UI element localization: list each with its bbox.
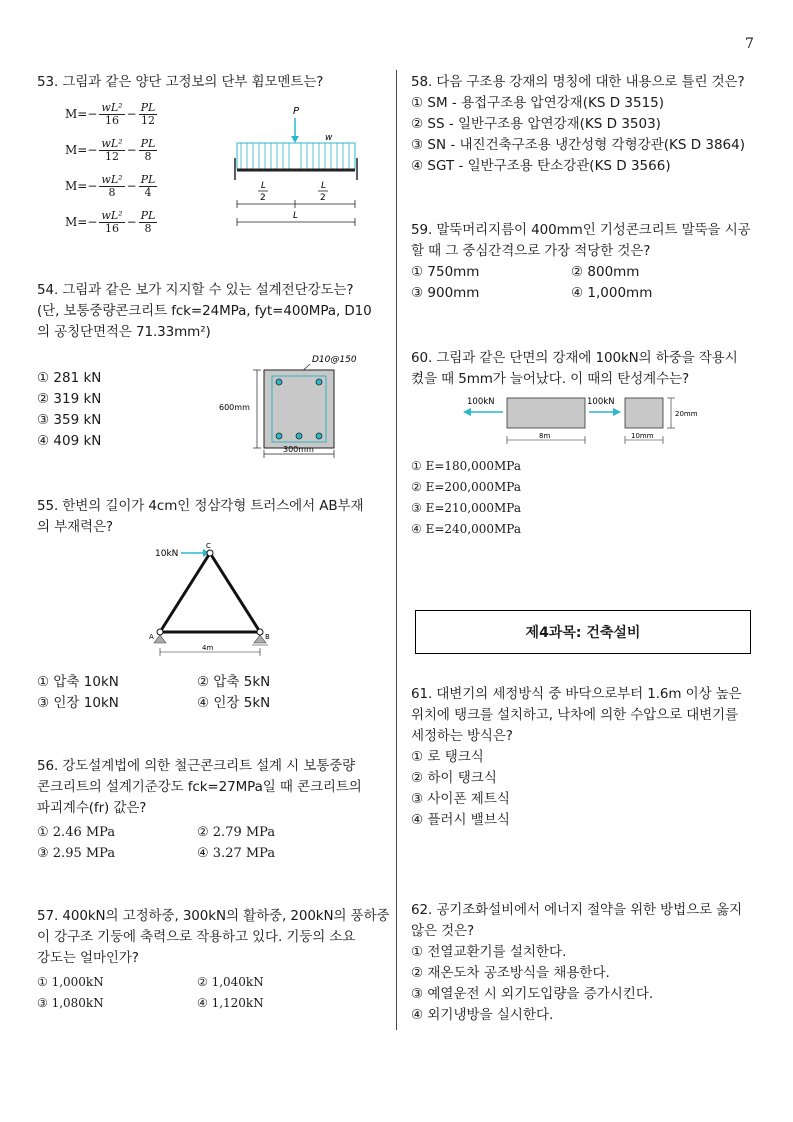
q55-node-a: A [149, 633, 154, 641]
q59-option-4: ④ 1,000mm [571, 285, 653, 301]
q58-stem: 58. 다음 구조용 강재의 명칭에 대한 내용으로 틀린 것은? [411, 74, 745, 90]
q55-option-2: ② 압축 5kN [197, 674, 271, 690]
q57-option-3: ③ 1,080kN [37, 996, 104, 1010]
q56-stem-3: 파괴계수(fr) 값은? [37, 800, 147, 816]
q56-option-3: ③ 2.95 MPa [37, 846, 116, 861]
q54-options [37, 368, 101, 452]
question-53 [37, 72, 383, 235]
q55-options [37, 672, 357, 714]
q61-option-3: ③ 사이폰 제트식 [411, 791, 510, 807]
q54-stem-3: 의 공칭단면적은 71.33mm²) [37, 324, 211, 340]
q55-node-b: B [265, 633, 270, 641]
q55-node-c: C [206, 542, 211, 550]
q62-option-2: ② 재온도차 공조방식을 채용한다. [411, 965, 610, 981]
q55-option-1: ① 압축 10kN [37, 674, 119, 690]
svg-text:2: 2 [320, 193, 326, 203]
question-58 [411, 72, 757, 177]
q53-stem: 53. 그림과 같은 양단 고정보의 단부 휨모멘트는? [37, 74, 324, 90]
q59-stem-2: 할 때 그 중심간격으로 가장 적당한 것은? [411, 243, 651, 259]
q55-truss-figure [147, 540, 297, 662]
question-61 [411, 684, 757, 831]
q59-option-2: ② 800mm [571, 264, 640, 280]
q58-option-2: ② SS - 일반구조용 압연강재(KS D 3503) [411, 116, 661, 132]
q59-option-1: ① 750mm [411, 264, 480, 280]
q56-option-4: ④ 3.27 MPa [197, 846, 276, 861]
q53-half-label-1: L [261, 181, 267, 191]
q60-option-4: ④ E=240,000MPa [411, 522, 521, 536]
q60-stem-2: 켰을 때 5mm가 늘어났다. 이 때의 탄성계수는? [411, 371, 690, 387]
q61-stem-2: 위치에 탱크를 설치하고, 낙차에 의한 수압으로 대변기를 [411, 707, 738, 723]
q60-section-height: 20mm [675, 410, 698, 418]
q58-option-4: ④ SGT - 일반구조용 탄소강관(KS D 3566) [411, 158, 671, 174]
q54-width-label: 300mm [283, 445, 314, 454]
q62-option-4: ④ 외기냉방을 실시한다. [411, 1007, 554, 1023]
q60-options [411, 456, 521, 540]
question-59 [411, 220, 757, 304]
page-number: 7 [745, 36, 754, 52]
q61-option-4: ④ 플러시 밸브식 [411, 812, 510, 828]
q54-option-2: ② 319 kN [37, 391, 102, 407]
q53-load-p-label: P [293, 106, 300, 117]
q54-section-figure [217, 352, 387, 462]
q62-option-3: ③ 예열운전 시 외기도입량을 증가시킨다. [411, 986, 654, 1002]
q59-option-3: ③ 900mm [411, 285, 480, 301]
q61-option-1: ① 로 탱크식 [411, 749, 484, 765]
q62-stem-1: 62. 공기조화설비에서 에너지 절약을 위한 방법으로 옳지 [411, 902, 743, 918]
q54-stem-2: (단, 보통중량콘크리트 fck=24MPa, fyt=400MPa, D10 [37, 303, 372, 319]
q53-option-2: M=− $\frac{\text{wL²}}{12}$ − $\frac{PL}{8}$ [65, 136, 156, 163]
q60-option-3: ③ E=210,000MPa [411, 501, 521, 515]
q53-distributed-load [241, 143, 349, 169]
subject-header: 제4과목: 건축설비 [415, 610, 751, 654]
q57-options [37, 972, 357, 1014]
q53-option-1: M=− $\frac{\text{wL²}}{16}$ − $\frac{PL}{12}$ [65, 100, 156, 127]
q55-option-3: ③ 인장 10kN [37, 695, 119, 711]
q59-stem-1: 59. 말뚝머리지름이 400mm인 기성콘크리트 말뚝을 시공 [411, 222, 751, 238]
question-62 [411, 900, 757, 1026]
q60-bar-figure [463, 392, 753, 456]
q57-stem-1: 57. 400kN의 고정하중, 300kN의 활하중, 200kN의 풍하중 [37, 908, 390, 924]
q55-span-label: 4m [202, 644, 214, 652]
q54-stirrup-label: D10@150 [312, 355, 357, 365]
q57-option-2: ② 1,040kN [197, 975, 264, 989]
q60-stem-1: 60. 그림과 같은 단면의 강재에 100kN의 하중을 작용시 [411, 350, 738, 366]
question-55 [37, 496, 383, 711]
q61-stem-3: 세정하는 방식은? [411, 728, 513, 744]
q55-stem-2: 의 부재력은? [37, 519, 113, 535]
q60-option-2: ② E=200,000MPa [411, 480, 521, 494]
q61-stem-1: 61. 대변기의 세정방식 중 바닥으로부터 1.6m 이상 높은 [411, 686, 742, 702]
q53-option-4: M=− $\frac{\text{wL²}}{16}$ − $\frac{PL}{8}$ [65, 208, 156, 235]
question-57 [37, 906, 390, 1010]
question-56 [37, 756, 383, 861]
svg-text:2: 2 [260, 193, 266, 203]
q56-options [37, 822, 357, 864]
q60-length-label: 8m [539, 432, 551, 440]
q60-option-1: ① E=180,000MPa [411, 459, 521, 473]
q62-stem-2: 않은 것은? [411, 923, 475, 939]
q58-option-1: ① SM - 용접구조용 압연강재(KS D 3515) [411, 95, 665, 111]
column-divider [396, 70, 397, 1030]
q59-options [411, 262, 757, 304]
q60-load-left: 100kN [467, 397, 495, 407]
q60-section-width: 10mm [631, 432, 654, 440]
q54-stem-1: 54. 그림과 같은 보가 지지할 수 있는 설계전단강도는? [37, 282, 354, 298]
q56-stem-2: 콘크리트의 설계기준강도 fck=27MPa일 때 콘크리트의 [37, 779, 362, 795]
q61-option-2: ② 하이 탱크식 [411, 770, 497, 786]
q56-option-1: ① 2.46 MPa [37, 825, 116, 840]
question-60 [411, 348, 757, 536]
q57-stem-3: 강도는 얼마인가? [37, 950, 139, 966]
q53-half-label-2: L [321, 181, 327, 191]
q53-option-3: M=− $\frac{\text{wL²}}{8}$ − $\frac{PL}{4}$ [65, 172, 156, 199]
q56-option-2: ② 2.79 MPa [197, 825, 276, 840]
q62-option-1: ① 전열교환기를 설치한다. [411, 944, 567, 960]
q55-force-label: 10kN [155, 549, 179, 559]
q53-span-label: L [293, 211, 299, 221]
q54-option-3: ③ 359 kN [37, 412, 102, 428]
q53-beam-figure [227, 102, 367, 232]
q54-height-label: 600mm [219, 403, 250, 412]
q55-stem-1: 55. 한변의 길이가 4cm인 정삼각형 트러스에서 AB부재 [37, 498, 364, 514]
q57-option-4: ④ 1,120kN [197, 996, 264, 1010]
q54-option-4: ④ 409 kN [37, 433, 102, 449]
q54-option-1: ① 281 kN [37, 370, 102, 386]
q56-stem-1: 56. 강도설계법에 의한 철근콘크리트 설계 시 보통중량 [37, 758, 356, 774]
q55-option-4: ④ 인장 5kN [197, 695, 271, 711]
q58-option-3: ③ SN - 내진건축구조용 냉간성형 각형강관(KS D 3864) [411, 137, 746, 153]
q60-load-right: 100kN [587, 397, 615, 407]
question-54 [37, 280, 383, 454]
q57-option-1: ① 1,000kN [37, 975, 104, 989]
q53-options [65, 96, 215, 240]
q53-load-w-label: w [325, 133, 333, 143]
q57-stem-2: 이 강구조 기둥에 축력으로 작용하고 있다. 기둥의 소요 [37, 929, 356, 945]
